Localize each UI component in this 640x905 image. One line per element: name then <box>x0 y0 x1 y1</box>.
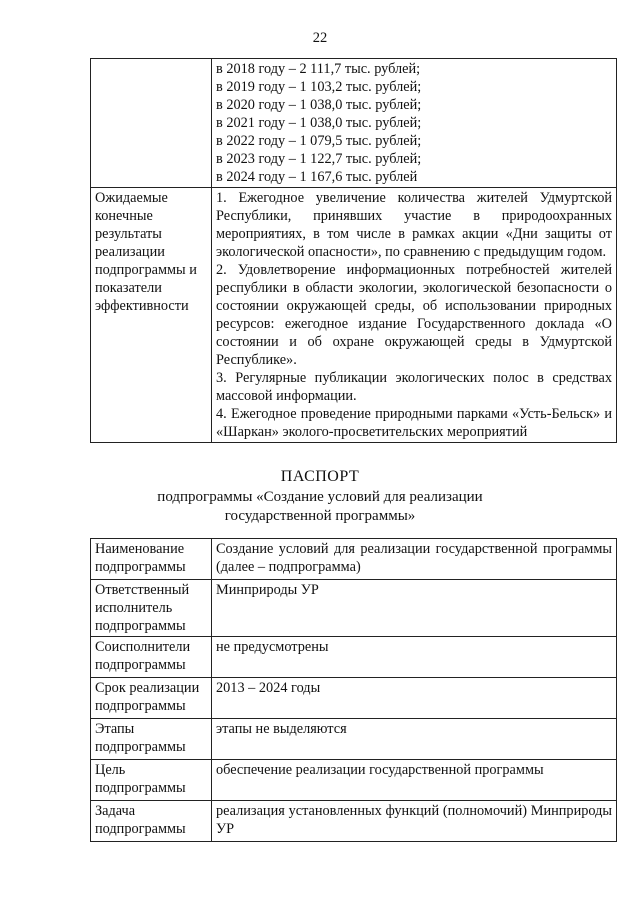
funding-line: в 2018 году – 2 111,7 тыс. рублей; <box>216 61 421 77</box>
row-label: Этапы подпрограммы <box>91 719 212 760</box>
row-value: 2013 – 2024 годы <box>212 678 617 719</box>
row-label: Задача подпрограммы <box>91 801 212 842</box>
results-label-line: подпрограммы и <box>95 262 197 278</box>
page-number: 22 <box>312 30 328 46</box>
passport-table <box>90 538 617 842</box>
passport-row-term <box>91 678 617 719</box>
passport-subtitle-line: государственной программы» <box>224 508 416 524</box>
passport-row-coexecutors <box>91 637 617 678</box>
funding-line: в 2019 году – 1 103,2 тыс. рублей; <box>216 79 422 95</box>
results-label-line: эффективности <box>95 298 189 314</box>
funding-line: в 2024 году – 1 167,6 тыс. рублей <box>216 169 418 185</box>
row-label: Ответственный исполнитель подпрограммы <box>91 580 212 637</box>
row-label: Соисполнители подпрограммы <box>91 637 212 678</box>
passport-subtitle-line: подпрограммы «Создание условий для реализации <box>157 489 483 505</box>
results-label-line: конечные <box>95 208 153 224</box>
results-item: 1. Ежегодное увеличение количества жителей Удмуртской Республики, принявших участие в природоохранных мероприятиях, в том числе в рамках акции «Дни защиты от экологической опасности», по сравнению с предыдущим годом. <box>216 190 612 260</box>
funding-line: в 2021 году – 1 038,0 тыс. рублей; <box>216 115 422 131</box>
passport-row-stages <box>91 719 617 760</box>
row-value: Создание условий для реализации государственной программы (далее – подпрограмма) <box>212 539 617 580</box>
funding-line: в 2023 году – 1 122,7 тыс. рублей; <box>216 151 422 167</box>
results-item: 4. Ежегодное проведение природными парками «Усть-Бельск» и «Шаркан» эколого-просветительских мероприятий <box>216 406 612 440</box>
passport-title: ПАСПОРТ <box>280 468 360 485</box>
funding-row <box>91 59 617 188</box>
row-label: Срок реализации подпрограммы <box>91 678 212 719</box>
row-value: Минприроды УР <box>212 580 617 637</box>
row-value: этапы не выделяются <box>212 719 617 760</box>
passport-row-task <box>91 801 617 842</box>
passport-heading <box>0 467 640 526</box>
row-value: реализация установленных функций (полномочий) Минприроды УР <box>212 801 617 842</box>
results-label-line: показатели <box>95 280 162 296</box>
results-label-line: реализации <box>95 244 165 260</box>
funding-label-cell <box>91 59 212 188</box>
row-label: Цель подпрограммы <box>91 760 212 801</box>
results-item: 3. Регулярные публикации экологических полос в средствах массовой информации. <box>216 370 612 404</box>
results-row <box>91 188 617 443</box>
results-item: 2. Удовлетворение информационных потребностей жителей республики в области экологии, экологической безопасности о состоянии окружающей среды, об использовании природных ресурсов: ежегодное издание Государственного доклада «О состоянии и об охране окружающей среды в Удмуртской Республике». <box>216 262 612 368</box>
subprogram-continuation-table <box>90 58 617 443</box>
funding-value-cell <box>212 59 617 188</box>
row-value: не предусмотрены <box>212 637 617 678</box>
row-value: обеспечение реализации государственной программы <box>212 760 617 801</box>
funding-line: в 2020 году – 1 038,0 тыс. рублей; <box>216 97 422 113</box>
results-label-line: Ожидаемые <box>95 190 168 206</box>
results-label-cell <box>91 188 212 443</box>
passport-row-executor <box>91 580 617 637</box>
passport-row-goal <box>91 760 617 801</box>
passport-row-name <box>91 539 617 580</box>
funding-line: в 2022 году – 1 079,5 тыс. рублей; <box>216 133 422 149</box>
results-label-line: результаты <box>95 226 162 242</box>
row-label: Наименование подпрограммы <box>91 539 212 580</box>
results-value-cell <box>212 188 617 443</box>
